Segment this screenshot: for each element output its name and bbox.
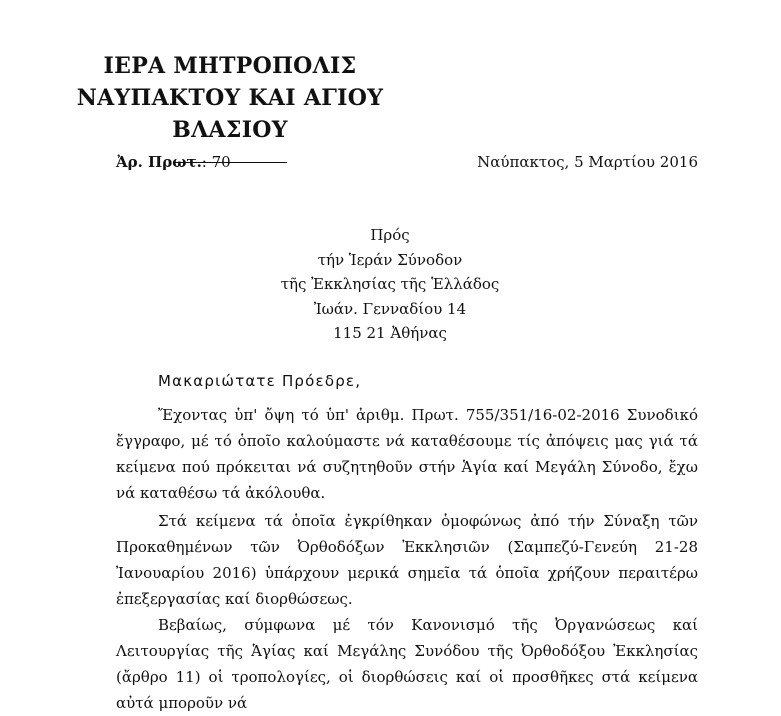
address-line-2: τῆς Ἐκκλησίας τῆς Ἑλλάδος — [280, 275, 500, 293]
protocol-separator: : — [201, 153, 207, 171]
dateline: Ναύπακτος, 5 Μαρτίου 2016 — [477, 153, 698, 171]
address-to: Πρός — [370, 226, 410, 244]
protocol-value: 70 — [211, 153, 231, 171]
letterhead — [70, 50, 390, 163]
address-line-3: Ἰωάν. Γενναδίου 14 — [313, 299, 467, 318]
body-paragraph-1 — [116, 402, 698, 506]
address-line-4: 115 21 Ἀθήνας — [333, 324, 447, 342]
letterhead-line-2: ΝΑΥΠΑΚΤΟΥ ΚΑΙ ΑΓΙΟΥ ΒΛΑΣΙΟΥ — [76, 85, 384, 143]
protocol-label: Ἀρ. Πρωτ. — [116, 153, 202, 171]
salutation: Μακαριώτατε Πρόεδρε, — [158, 372, 362, 390]
paragraph-text: Ἔχοντας ὑπ' ὄψη τό ὑπ' ἀριθμ. Πρωτ. 755/351/16-02-2016 Συνοδικό ἔγγραφο, μέ τό ὁποῖο καλούμαστε νά καταθέσουμε τίς ἀπόψεις μας γιά τά κείμενα πού πρόκειται νά συζητηθοῦν στήν Ἁγία καί Μεγάλη Σύνοδο, ἔχω νά καταθέσω τά ἀκόλουθα. — [116, 406, 698, 502]
protocol-number — [116, 153, 231, 171]
address-line-1: τήν Ἱεράν Σύνοδον — [317, 250, 463, 269]
paragraph-text: Βεβαίως, σύμφωνα μέ τόν Κανονισμό τῆς Ὀργανώσεως καί Λειτουργίας τῆς Ἁγίας καί Μεγάλης Συνόδου τῆς Ὀρθοδόξου Ἐκκλησίας (ἄρθρο 11) οἱ τροπολογίες, οἱ διορθώσεις καί οἱ προσθῆκες στά κείμενα αὐτά μποροῦν νά — [116, 616, 698, 712]
body-paragraph-2 — [116, 508, 698, 612]
letterhead-line-1: ΙΕΡΑ ΜΗΤΡΟΠΟΛΙΣ — [103, 53, 357, 79]
paragraph-text: Στά κείμενα τά ὁποῖα ἐγκρίθηκαν ὁμοφώνως ἀπό τήν Σύναξη τῶν Προκαθημένων τῶν Ὀρθοδόξων Ἐκκλησιῶν (Σαμπεζύ-Γενεύη 21-28 Ἰανουαρίου 2016) ὑπάρχουν μερικά σημεῖα τά ὁποῖα χρήζουν περαιτέρω ἐπεξεργασίας καί διορθώσεως. — [116, 512, 698, 608]
recipient-address — [190, 223, 590, 346]
body-paragraph-3 — [116, 612, 698, 716]
